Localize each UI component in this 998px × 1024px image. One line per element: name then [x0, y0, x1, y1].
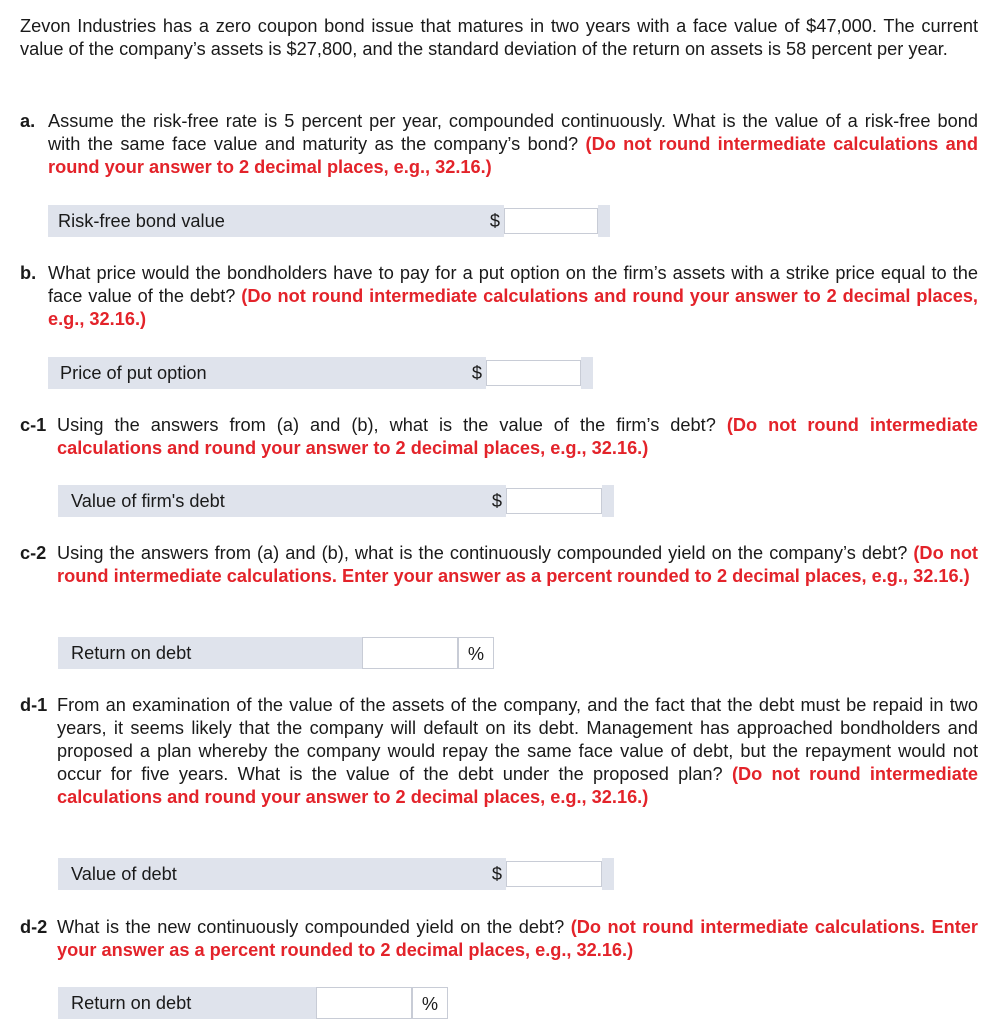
question-label: c-1	[20, 415, 47, 435]
value-of-debt-input[interactable]	[506, 861, 602, 887]
percent-symbol: %	[412, 987, 448, 1019]
question-b	[20, 262, 978, 331]
currency-symbol: $	[418, 485, 506, 517]
answer-row-new-return-on-debt	[58, 987, 448, 1019]
row-end	[581, 357, 593, 389]
risk-free-bond-input[interactable]	[504, 208, 598, 234]
problem-intro: Zevon Industries has a zero coupon bond issue that matures in two years with a face value of $47,000. The current value of the company’s assets is $27,800, and the standard deviation of the return on assets is 58 percent per year.	[20, 16, 978, 59]
question-c1	[20, 414, 978, 460]
field-label: Return on debt	[58, 637, 362, 669]
row-end	[602, 485, 614, 517]
rounding-note: (Do not round intermediate calculations and round your answer to 2 decimal places, e.g., 32.16.)	[48, 286, 978, 329]
row-end	[602, 858, 614, 890]
currency-symbol: $	[418, 858, 506, 890]
question-text: What is the new continuously compounded yield on the debt?	[57, 917, 565, 937]
question-text: Using the answers from (a) and (b), what is the continuously compounded yield on the company’s debt?	[57, 543, 908, 563]
answer-row-risk-free-bond	[48, 205, 562, 237]
return-on-debt-input[interactable]	[362, 637, 458, 669]
field-label: Return on debt	[58, 987, 316, 1019]
question-label: b.	[20, 263, 37, 283]
field-label: Value of firm's debt	[58, 485, 418, 517]
question-text: What price would the bondholders have to pay for a put option on the firm’s assets with a strike price equal to the face value of the debt?	[48, 263, 978, 306]
field-label: Price of put option	[48, 357, 408, 389]
question-label: a.	[20, 111, 36, 131]
new-return-on-debt-input[interactable]	[316, 987, 412, 1019]
question-a	[20, 110, 978, 179]
question-label: d-2	[20, 917, 48, 937]
question-text: Assume the risk-free rate is 5 percent per year, compounded continuously. What is the value of a risk-free bond with the same face value and maturity as the company’s bond?	[48, 111, 978, 154]
answer-row-put-option	[48, 357, 545, 389]
rounding-note: (Do not round intermediate calculations and round your answer to 2 decimal places, e.g., 32.16.)	[57, 415, 978, 458]
question-c2	[20, 542, 978, 588]
answer-row-return-on-debt	[58, 637, 494, 669]
rounding-note: (Do not round intermediate calculations. Enter your answer as a percent rounded to 2 decimal places, e.g., 32.16.)	[57, 917, 978, 960]
percent-symbol: %	[458, 637, 494, 669]
question-d2	[20, 916, 978, 962]
field-label: Value of debt	[58, 858, 418, 890]
field-label: Risk-free bond value	[48, 205, 428, 237]
question-text: From an examination of the value of the assets of the company, and the fact that the debt must be repaid in two years, it seems likely that the company will default on its debt. Management has approached bondholders and proposed a plan whereby the company would repay the same face value of debt, but the repayment would not occur for five years. What is the value of the debt under the proposed plan?	[57, 695, 978, 784]
rounding-note: (Do not round intermediate calculations and round your answer to 2 decimal places, e.g., 32.16.)	[57, 764, 979, 807]
question-text: Using the answers from (a) and (b), what is the value of the firm’s debt?	[57, 415, 716, 435]
currency-symbol: $	[428, 205, 504, 237]
firm-debt-input[interactable]	[506, 488, 602, 514]
currency-symbol: $	[408, 357, 486, 389]
question-label: c-2	[20, 543, 47, 563]
question-label: d-1	[20, 695, 48, 715]
answer-row-firm-debt	[58, 485, 556, 517]
put-option-input[interactable]	[486, 360, 581, 386]
answer-row-value-of-debt	[58, 858, 556, 890]
question-d1	[20, 694, 978, 809]
rounding-note: (Do not round intermediate calculations and round your answer to 2 decimal places, e.g., 32.16.)	[48, 134, 978, 177]
row-end	[598, 205, 610, 237]
rounding-note: (Do not round intermediate calculations. Enter your answer as a percent rounded to 2 decimal places, e.g., 32.16.)	[57, 543, 978, 586]
